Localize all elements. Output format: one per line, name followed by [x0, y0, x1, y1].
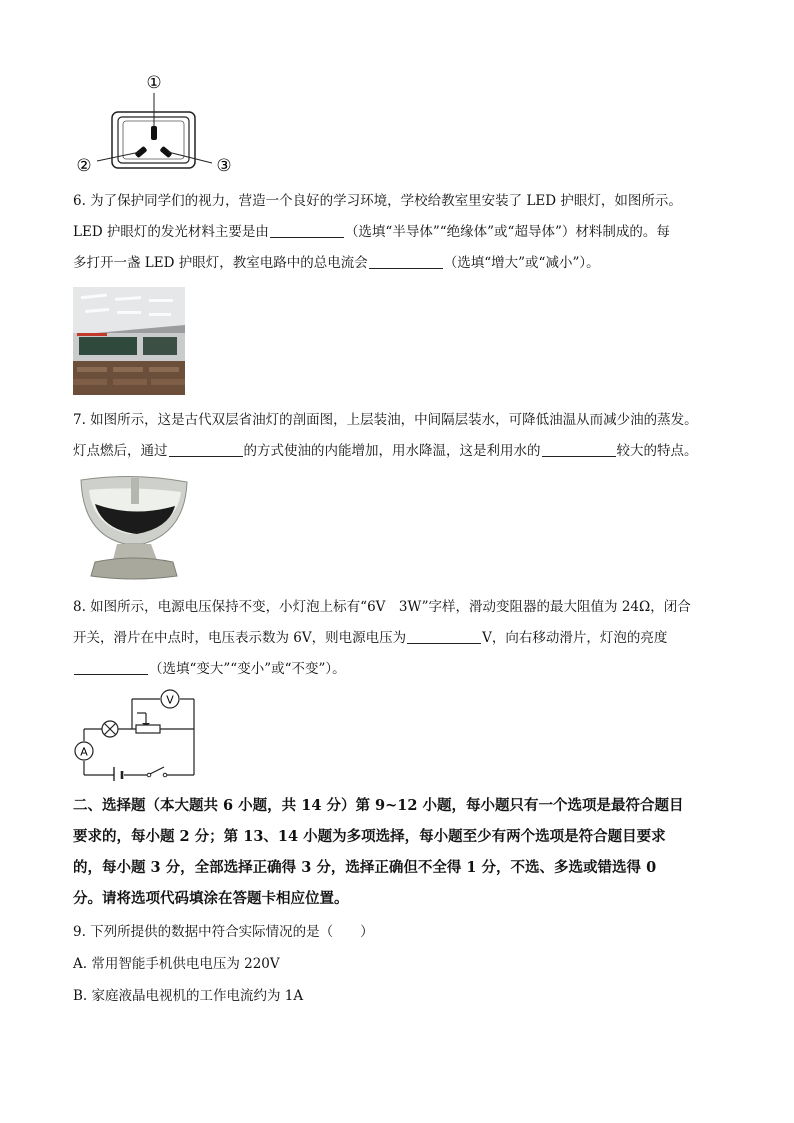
q7-line1: 7. 如图所示，这是古代双层省油灯的剖面图，上层装油，中间隔层装水，可降低油温从而减少油的蒸发。 — [73, 412, 698, 428]
question-9-stem: 9. 下列所提供的数据中符合实际情况的是（ ） — [73, 924, 374, 940]
socket-diagram — [70, 70, 240, 185]
classroom-photo — [73, 287, 185, 395]
question-6 — [73, 186, 723, 279]
answer-blank[interactable] — [542, 442, 616, 457]
socket-label-2: ② — [76, 156, 92, 176]
oil-lamp-photo — [73, 472, 195, 584]
q6-line2: LED 护眼灯的发光材料主要是由 （选填“半导体”“绝缘体”或“超导体”）材料制成的。每 — [73, 224, 670, 240]
voltmeter-label: V — [166, 693, 174, 707]
q9-option-a[interactable]: A. 常用智能手机供电电压为 220V — [73, 956, 280, 972]
circuit-diagram — [72, 685, 200, 781]
ammeter-label: A — [80, 745, 88, 759]
section-2-instructions: 二、选择题（本大题共 6 小题，共 14 分）第 9~12 小题，每小题只有一个选项是最符合题目 要求的，每小题 2 分；第 13、14 小题为多项选择，每小题至少有两个选项是符合题目要求 的，每小题 3 分，全部选择正确得 3 分，选择正确但不全得 1 分，不选、多选或错选得 0 分。请将选项代码填涂在答题卡相应位置。 — [73, 797, 684, 907]
answer-blank[interactable] — [270, 223, 344, 238]
q8-line1: 8. 如图所示，电源电压保持不变，小灯泡上标有“6V 3W”字样，滑动变阻器的最大阻值为 24Ω，闭合 — [73, 599, 691, 615]
question-8 — [73, 592, 723, 685]
answer-blank[interactable] — [169, 442, 243, 457]
question-7 — [73, 405, 723, 467]
q8-line2: 开关，滑片在中点时，电压表示数为 6V，则电源电压为 V，向右移动滑片，灯泡的亮度 — [73, 630, 668, 646]
q9-option-b[interactable]: B. 家庭液晶电视机的工作电流约为 1A — [73, 988, 304, 1004]
socket-label-3: ③ — [216, 156, 232, 176]
answer-blank[interactable] — [369, 254, 443, 269]
q7-line2: 灯点燃后，通过 的方式使油的内能增加，用水降温，这是利用水的 较大的特点。 — [73, 443, 698, 459]
socket-label-1: ① — [146, 73, 162, 93]
q6-line1: 6. 为了保护同学们的视力，营造一个良好的学习环境，学校给教室里安装了 LED 护眼灯，如图所示。 — [73, 193, 682, 209]
answer-blank[interactable] — [74, 660, 148, 675]
answer-blank[interactable] — [407, 629, 481, 644]
q6-line3: 多打开一盏 LED 护眼灯，教室电路中的总电流会 （选填“增大”或“减小”）。 — [73, 255, 600, 271]
q8-line3: （选填“变大”“变小”或“不变”）。 — [73, 654, 723, 685]
